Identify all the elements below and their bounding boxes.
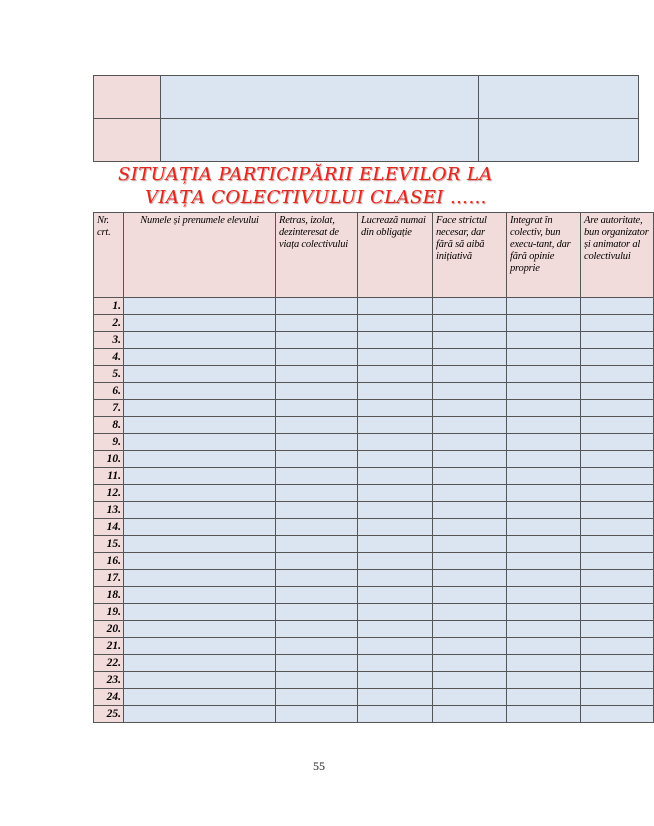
table-cell[interactable] xyxy=(124,468,276,485)
table-cell[interactable] xyxy=(276,417,358,434)
table-row xyxy=(94,417,654,434)
table-cell[interactable] xyxy=(581,519,654,536)
header-integrat: Integrat în colectiv, bun execu-tant, dar fără opinie proprie xyxy=(507,213,581,298)
table-cell[interactable] xyxy=(507,332,581,349)
table-cell[interactable] xyxy=(276,655,358,672)
table-cell[interactable] xyxy=(507,400,581,417)
table-row xyxy=(94,587,654,604)
table-cell[interactable] xyxy=(124,706,276,723)
table-row xyxy=(94,672,654,689)
table-cell[interactable] xyxy=(124,604,276,621)
table-cell[interactable] xyxy=(358,604,433,621)
table-cell[interactable] xyxy=(433,638,507,655)
table-cell[interactable] xyxy=(581,502,654,519)
table-cell[interactable] xyxy=(507,485,581,502)
table-cell[interactable] xyxy=(358,587,433,604)
table-cell[interactable] xyxy=(433,536,507,553)
table-cell[interactable] xyxy=(124,570,276,587)
table-cell[interactable] xyxy=(124,349,276,366)
table-cell[interactable] xyxy=(433,332,507,349)
table-cell[interactable] xyxy=(433,655,507,672)
table-cell[interactable] xyxy=(124,417,276,434)
page-title xyxy=(118,163,558,209)
table-cell[interactable] xyxy=(433,689,507,706)
header-row xyxy=(94,213,654,298)
table-cell[interactable] xyxy=(276,689,358,706)
table-cell[interactable] xyxy=(276,570,358,587)
table-cell[interactable] xyxy=(581,332,654,349)
table-cell[interactable] xyxy=(433,570,507,587)
table-cell[interactable] xyxy=(358,570,433,587)
table-cell[interactable] xyxy=(507,706,581,723)
table-row xyxy=(94,400,654,417)
table-cell[interactable] xyxy=(433,672,507,689)
top-table-row xyxy=(94,119,639,162)
table-cell[interactable] xyxy=(433,706,507,723)
table-cell[interactable] xyxy=(124,553,276,570)
table-cell[interactable] xyxy=(124,485,276,502)
table-cell[interactable] xyxy=(358,655,433,672)
table-cell[interactable] xyxy=(124,519,276,536)
table-cell[interactable] xyxy=(581,536,654,553)
table-cell[interactable] xyxy=(276,366,358,383)
table-cell[interactable] xyxy=(276,400,358,417)
table-cell[interactable] xyxy=(581,349,654,366)
table-cell[interactable] xyxy=(124,434,276,451)
table-row xyxy=(94,706,654,723)
table-cell[interactable] xyxy=(276,315,358,332)
table-cell[interactable] xyxy=(358,672,433,689)
row-number: 11. xyxy=(94,468,124,485)
table-cell[interactable] xyxy=(581,706,654,723)
row-number: 24. xyxy=(94,689,124,706)
table-cell[interactable] xyxy=(358,349,433,366)
table-cell[interactable] xyxy=(433,604,507,621)
table-cell[interactable] xyxy=(581,451,654,468)
table-cell[interactable] xyxy=(507,298,581,315)
table-cell[interactable] xyxy=(276,332,358,349)
table-cell[interactable] xyxy=(358,689,433,706)
row-number: 14. xyxy=(94,519,124,536)
header-strictul: Face strictul necesar, dar fără să aibă inițiativă xyxy=(433,213,507,298)
table-cell[interactable] xyxy=(433,468,507,485)
top-cell xyxy=(94,119,161,162)
title-line-2: VIAȚA COLECTIVULUI CLASEI …… xyxy=(145,187,487,208)
table-cell[interactable] xyxy=(581,689,654,706)
row-number: 21. xyxy=(94,638,124,655)
table-cell[interactable] xyxy=(507,451,581,468)
table-cell[interactable] xyxy=(124,502,276,519)
top-table-row xyxy=(94,76,639,119)
title-line-1: SITUAȚIA PARTICIPĂRII ELEVILOR LA xyxy=(118,164,493,185)
table-body xyxy=(94,298,654,723)
table-row xyxy=(94,536,654,553)
table-cell[interactable] xyxy=(507,553,581,570)
table-row xyxy=(94,298,654,315)
top-cell xyxy=(161,119,479,162)
table-cell[interactable] xyxy=(507,434,581,451)
row-number: 7. xyxy=(94,400,124,417)
table-cell[interactable] xyxy=(581,621,654,638)
table-cell[interactable] xyxy=(358,502,433,519)
row-number: 19. xyxy=(94,604,124,621)
table-cell[interactable] xyxy=(507,672,581,689)
table-cell[interactable] xyxy=(358,519,433,536)
table-row xyxy=(94,553,654,570)
row-number: 1. xyxy=(94,298,124,315)
table-cell[interactable] xyxy=(433,400,507,417)
table-row xyxy=(94,366,654,383)
table-cell[interactable] xyxy=(276,485,358,502)
table-cell[interactable] xyxy=(507,366,581,383)
table-cell[interactable] xyxy=(124,332,276,349)
row-number: 13. xyxy=(94,502,124,519)
top-cell xyxy=(479,119,639,162)
table-cell[interactable] xyxy=(276,298,358,315)
header-retras: Retras, izolat, dezinteresat de viața colectivului xyxy=(276,213,358,298)
table-cell[interactable] xyxy=(124,451,276,468)
row-number: 16. xyxy=(94,553,124,570)
table-cell[interactable] xyxy=(507,519,581,536)
row-number: 25. xyxy=(94,706,124,723)
table-cell[interactable] xyxy=(358,315,433,332)
table-row xyxy=(94,349,654,366)
table-cell[interactable] xyxy=(124,298,276,315)
table-cell[interactable] xyxy=(276,706,358,723)
table-cell[interactable] xyxy=(581,604,654,621)
table-cell[interactable] xyxy=(276,672,358,689)
table-cell[interactable] xyxy=(433,587,507,604)
table-cell[interactable] xyxy=(276,383,358,400)
table-cell[interactable] xyxy=(433,434,507,451)
table-cell[interactable] xyxy=(433,298,507,315)
table-cell[interactable] xyxy=(507,570,581,587)
page-number: 55 xyxy=(313,759,325,773)
header-nr: Nr. crt. xyxy=(94,213,124,298)
table-cell[interactable] xyxy=(358,332,433,349)
top-cell xyxy=(94,76,161,119)
table-cell[interactable] xyxy=(507,502,581,519)
table-cell[interactable] xyxy=(433,621,507,638)
table-cell[interactable] xyxy=(507,655,581,672)
table-cell[interactable] xyxy=(276,519,358,536)
table-cell[interactable] xyxy=(507,383,581,400)
table-cell[interactable] xyxy=(433,417,507,434)
table-cell[interactable] xyxy=(581,366,654,383)
table-row xyxy=(94,315,654,332)
table-cell[interactable] xyxy=(507,315,581,332)
row-number: 6. xyxy=(94,383,124,400)
row-number: 2. xyxy=(94,315,124,332)
table-cell[interactable] xyxy=(507,621,581,638)
table-cell[interactable] xyxy=(358,638,433,655)
table-cell[interactable] xyxy=(358,485,433,502)
table-cell[interactable] xyxy=(581,383,654,400)
table-cell[interactable] xyxy=(124,672,276,689)
table-cell[interactable] xyxy=(433,485,507,502)
table-row xyxy=(94,502,654,519)
table-cell[interactable] xyxy=(581,570,654,587)
table-cell[interactable] xyxy=(433,451,507,468)
top-cell xyxy=(479,76,639,119)
row-number: 4. xyxy=(94,349,124,366)
row-number: 18. xyxy=(94,587,124,604)
table-cell[interactable] xyxy=(581,434,654,451)
table-row xyxy=(94,621,654,638)
table-cell[interactable] xyxy=(358,400,433,417)
table-cell[interactable] xyxy=(358,383,433,400)
table-cell[interactable] xyxy=(507,536,581,553)
row-number: 23. xyxy=(94,672,124,689)
table-row xyxy=(94,485,654,502)
table-cell[interactable] xyxy=(358,553,433,570)
table-row xyxy=(94,638,654,655)
table-cell[interactable] xyxy=(276,604,358,621)
row-number: 12. xyxy=(94,485,124,502)
table-cell[interactable] xyxy=(507,417,581,434)
top-cell xyxy=(161,76,479,119)
table-cell[interactable] xyxy=(276,434,358,451)
table-cell[interactable] xyxy=(124,655,276,672)
table-cell[interactable] xyxy=(433,315,507,332)
row-number: 15. xyxy=(94,536,124,553)
table-cell[interactable] xyxy=(124,383,276,400)
row-number: 22. xyxy=(94,655,124,672)
table-cell[interactable] xyxy=(507,604,581,621)
table-cell[interactable] xyxy=(276,587,358,604)
table-row xyxy=(94,519,654,536)
table-cell[interactable] xyxy=(358,451,433,468)
table-cell[interactable] xyxy=(358,366,433,383)
row-number: 8. xyxy=(94,417,124,434)
participation-table xyxy=(93,212,654,723)
table-row xyxy=(94,332,654,349)
table-cell[interactable] xyxy=(276,502,358,519)
table-cell[interactable] xyxy=(358,417,433,434)
header-name: Numele și prenumele elevului xyxy=(124,213,276,298)
table-cell[interactable] xyxy=(581,417,654,434)
table-cell[interactable] xyxy=(581,315,654,332)
table-cell[interactable] xyxy=(433,553,507,570)
table-cell[interactable] xyxy=(276,451,358,468)
table-cell[interactable] xyxy=(507,638,581,655)
table-cell[interactable] xyxy=(358,298,433,315)
table-cell[interactable] xyxy=(433,349,507,366)
table-row xyxy=(94,468,654,485)
table-cell[interactable] xyxy=(358,468,433,485)
table-cell[interactable] xyxy=(358,706,433,723)
row-number: 5. xyxy=(94,366,124,383)
table-row xyxy=(94,689,654,706)
table-cell[interactable] xyxy=(433,383,507,400)
table-cell[interactable] xyxy=(276,349,358,366)
table-cell[interactable] xyxy=(124,400,276,417)
table-cell[interactable] xyxy=(581,553,654,570)
table-cell[interactable] xyxy=(581,485,654,502)
table-cell[interactable] xyxy=(124,621,276,638)
table-cell[interactable] xyxy=(433,519,507,536)
table-cell[interactable] xyxy=(358,621,433,638)
row-number: 10. xyxy=(94,451,124,468)
table-cell[interactable] xyxy=(276,638,358,655)
table-cell[interactable] xyxy=(276,468,358,485)
header-autoritate: Are autoritate, bun organizator și animator al colectivului xyxy=(581,213,654,298)
top-table xyxy=(93,75,639,162)
table-cell[interactable] xyxy=(124,638,276,655)
table-row xyxy=(94,604,654,621)
row-number: 3. xyxy=(94,332,124,349)
row-number: 20. xyxy=(94,621,124,638)
table-row xyxy=(94,570,654,587)
row-number: 17. xyxy=(94,570,124,587)
table-cell[interactable] xyxy=(581,298,654,315)
table-cell[interactable] xyxy=(358,536,433,553)
table-cell[interactable] xyxy=(433,366,507,383)
table-cell[interactable] xyxy=(276,553,358,570)
table-cell[interactable] xyxy=(581,638,654,655)
table-cell[interactable] xyxy=(507,349,581,366)
row-number: 9. xyxy=(94,434,124,451)
table-cell[interactable] xyxy=(276,536,358,553)
table-cell[interactable] xyxy=(507,689,581,706)
table-cell[interactable] xyxy=(124,315,276,332)
table-row xyxy=(94,451,654,468)
table-cell[interactable] xyxy=(581,587,654,604)
table-cell[interactable] xyxy=(433,502,507,519)
table-cell[interactable] xyxy=(507,468,581,485)
table-cell[interactable] xyxy=(358,434,433,451)
table-cell[interactable] xyxy=(581,672,654,689)
table-cell[interactable] xyxy=(276,621,358,638)
table-cell[interactable] xyxy=(124,366,276,383)
table-row xyxy=(94,434,654,451)
table-row xyxy=(94,383,654,400)
table-cell[interactable] xyxy=(124,536,276,553)
table-cell[interactable] xyxy=(124,689,276,706)
table-cell[interactable] xyxy=(124,587,276,604)
table-cell[interactable] xyxy=(581,468,654,485)
header-obligatie: Lucrează numai din obligație xyxy=(358,213,433,298)
table-cell[interactable] xyxy=(581,400,654,417)
table-cell[interactable] xyxy=(581,655,654,672)
table-row xyxy=(94,655,654,672)
table-cell[interactable] xyxy=(507,587,581,604)
